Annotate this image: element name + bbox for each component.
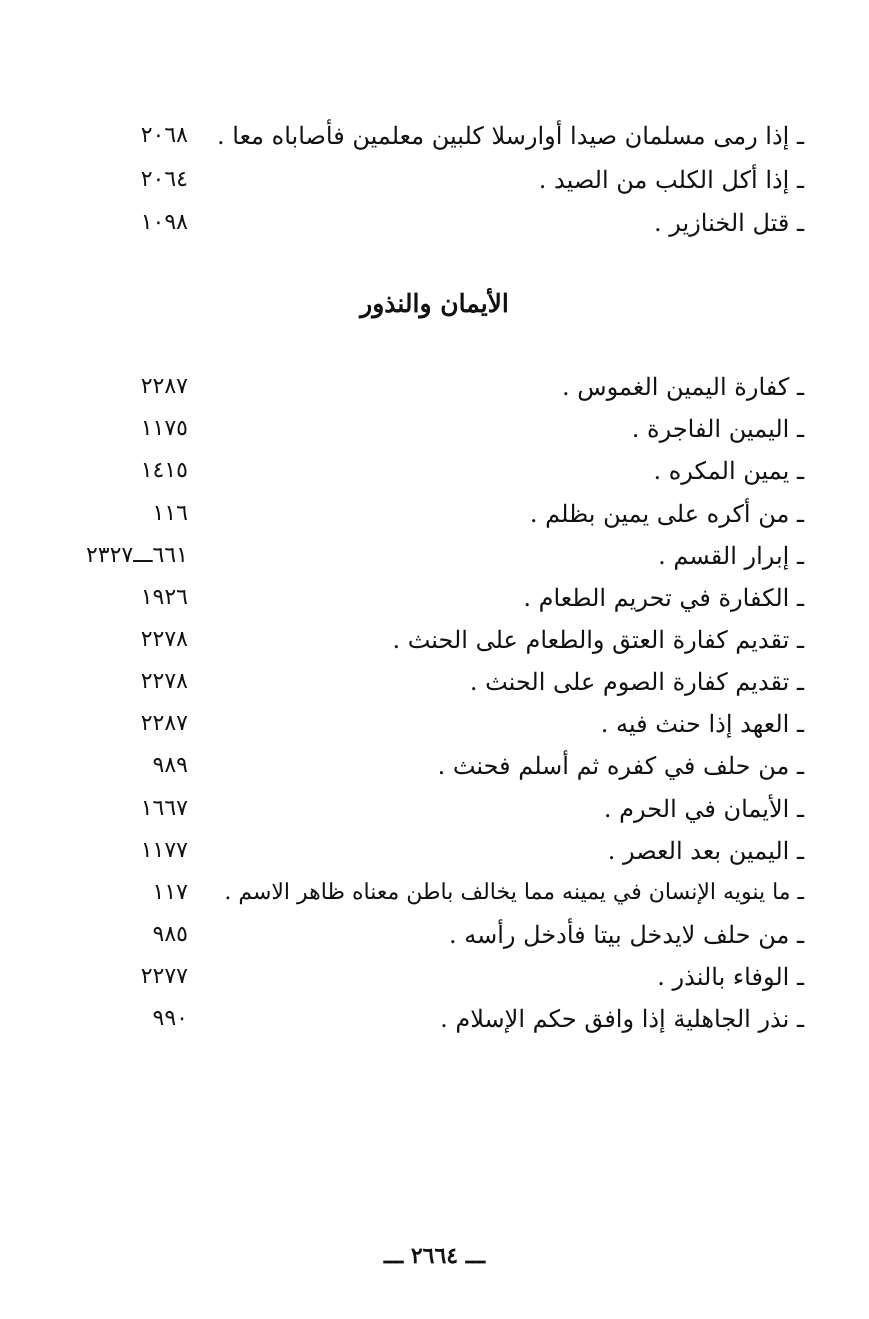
index-entry — [0, 160, 869, 200]
entry-reference: ٩٩٠ — [152, 1006, 188, 1031]
entry-text: ـ إبرار القسم . — [658, 542, 804, 570]
entry-text: ـ الأيمان في الحرم . — [603, 795, 804, 823]
entry-text: ـ اليمين بعد العصر . — [607, 837, 804, 865]
index-entry — [0, 873, 869, 913]
entry-reference: ١١٧ — [152, 880, 188, 905]
entry-reference: ١١٦ — [152, 501, 188, 526]
index-entry — [0, 662, 869, 702]
entry-text: ـ من حلف لايدخل بيتا فأدخل رأسه . — [449, 921, 804, 949]
index-entry — [0, 116, 869, 156]
entry-reference: ٢٢٨٧ — [140, 711, 188, 736]
index-entry — [0, 409, 869, 449]
index-entry — [0, 915, 869, 955]
index-entry — [0, 831, 869, 871]
index-entry — [0, 620, 869, 660]
entry-text: ـ الكفارة في تحريم الطعام . — [523, 584, 804, 612]
entry-text: ـ الوفاء بالنذر . — [657, 963, 804, 991]
entry-reference: ١٠٩٨ — [140, 210, 188, 235]
index-entry — [0, 578, 869, 618]
index-entry — [0, 789, 869, 829]
index-entry — [0, 203, 869, 243]
entry-text: ـ تقديم كفارة الصوم على الحنث . — [469, 668, 804, 696]
page-number: ـــ ٢٦٦٤ ـــ — [383, 1243, 486, 1269]
index-entry — [0, 999, 869, 1039]
entry-text: ـ كفارة اليمين الغموس . — [562, 373, 804, 401]
index-entry — [0, 746, 869, 786]
entry-text: ـ اليمين الفاجرة . — [631, 415, 804, 443]
entry-text: ـ تقديم كفارة العتق والطعام على الحنث . — [392, 626, 804, 654]
entry-text: ـ العهد إذا حنث فيه . — [600, 710, 804, 738]
entry-text: ـ قتل الخنازير . — [654, 209, 804, 237]
entry-reference: ٢٢٧٨ — [140, 669, 188, 694]
entry-text: ـ إذا رمى مسلمان صيدا أوارسلا كلبين معلمين فأصاباه معا . — [217, 122, 804, 150]
index-entry — [0, 367, 869, 407]
entry-reference: ٦٦١ـــ٢٣٢٧ — [85, 543, 188, 568]
entry-reference: ٢٢٧٨ — [140, 627, 188, 652]
entry-text: ـ إذا أكل الكلب من الصيد . — [538, 166, 804, 194]
entry-reference: ٢٢٨٧ — [140, 374, 188, 399]
index-entry — [0, 451, 869, 491]
index-entry — [0, 704, 869, 744]
section-heading: الأيمان والنذور — [360, 289, 509, 318]
entry-text: ـ من أكره على يمين بظلم . — [529, 500, 804, 528]
entry-text: ـ نذر الجاهلية إذا وافق حكم الإسلام . — [440, 1005, 804, 1033]
entry-reference: ٢٠٦٨ — [140, 123, 188, 148]
entry-reference: ٢٢٧٧ — [140, 964, 188, 989]
entry-reference: ١٤١٥ — [140, 458, 188, 483]
index-entry — [0, 536, 869, 576]
index-entry — [0, 957, 869, 997]
entry-text: ـ من حلف في كفره ثم أسلم فحنث . — [437, 752, 804, 780]
entry-reference: ٩٨٩ — [152, 753, 188, 778]
entry-reference: ١٦٦٧ — [140, 796, 188, 821]
entry-text: ـ ما ينويه الإنسان في يمينه مما يخالف باطن معناه ظاهر الاسم . — [224, 880, 804, 905]
entry-reference: ١١٧٥ — [140, 416, 188, 441]
entry-reference: ١٩٢٦ — [140, 585, 188, 610]
index-entry — [0, 494, 869, 534]
entry-reference: ٢٠٦٤ — [140, 167, 188, 192]
entry-text: ـ يمين المكره . — [653, 457, 804, 485]
entry-reference: ٩٨٥ — [152, 922, 188, 947]
entry-reference: ١١٧٧ — [140, 838, 188, 863]
